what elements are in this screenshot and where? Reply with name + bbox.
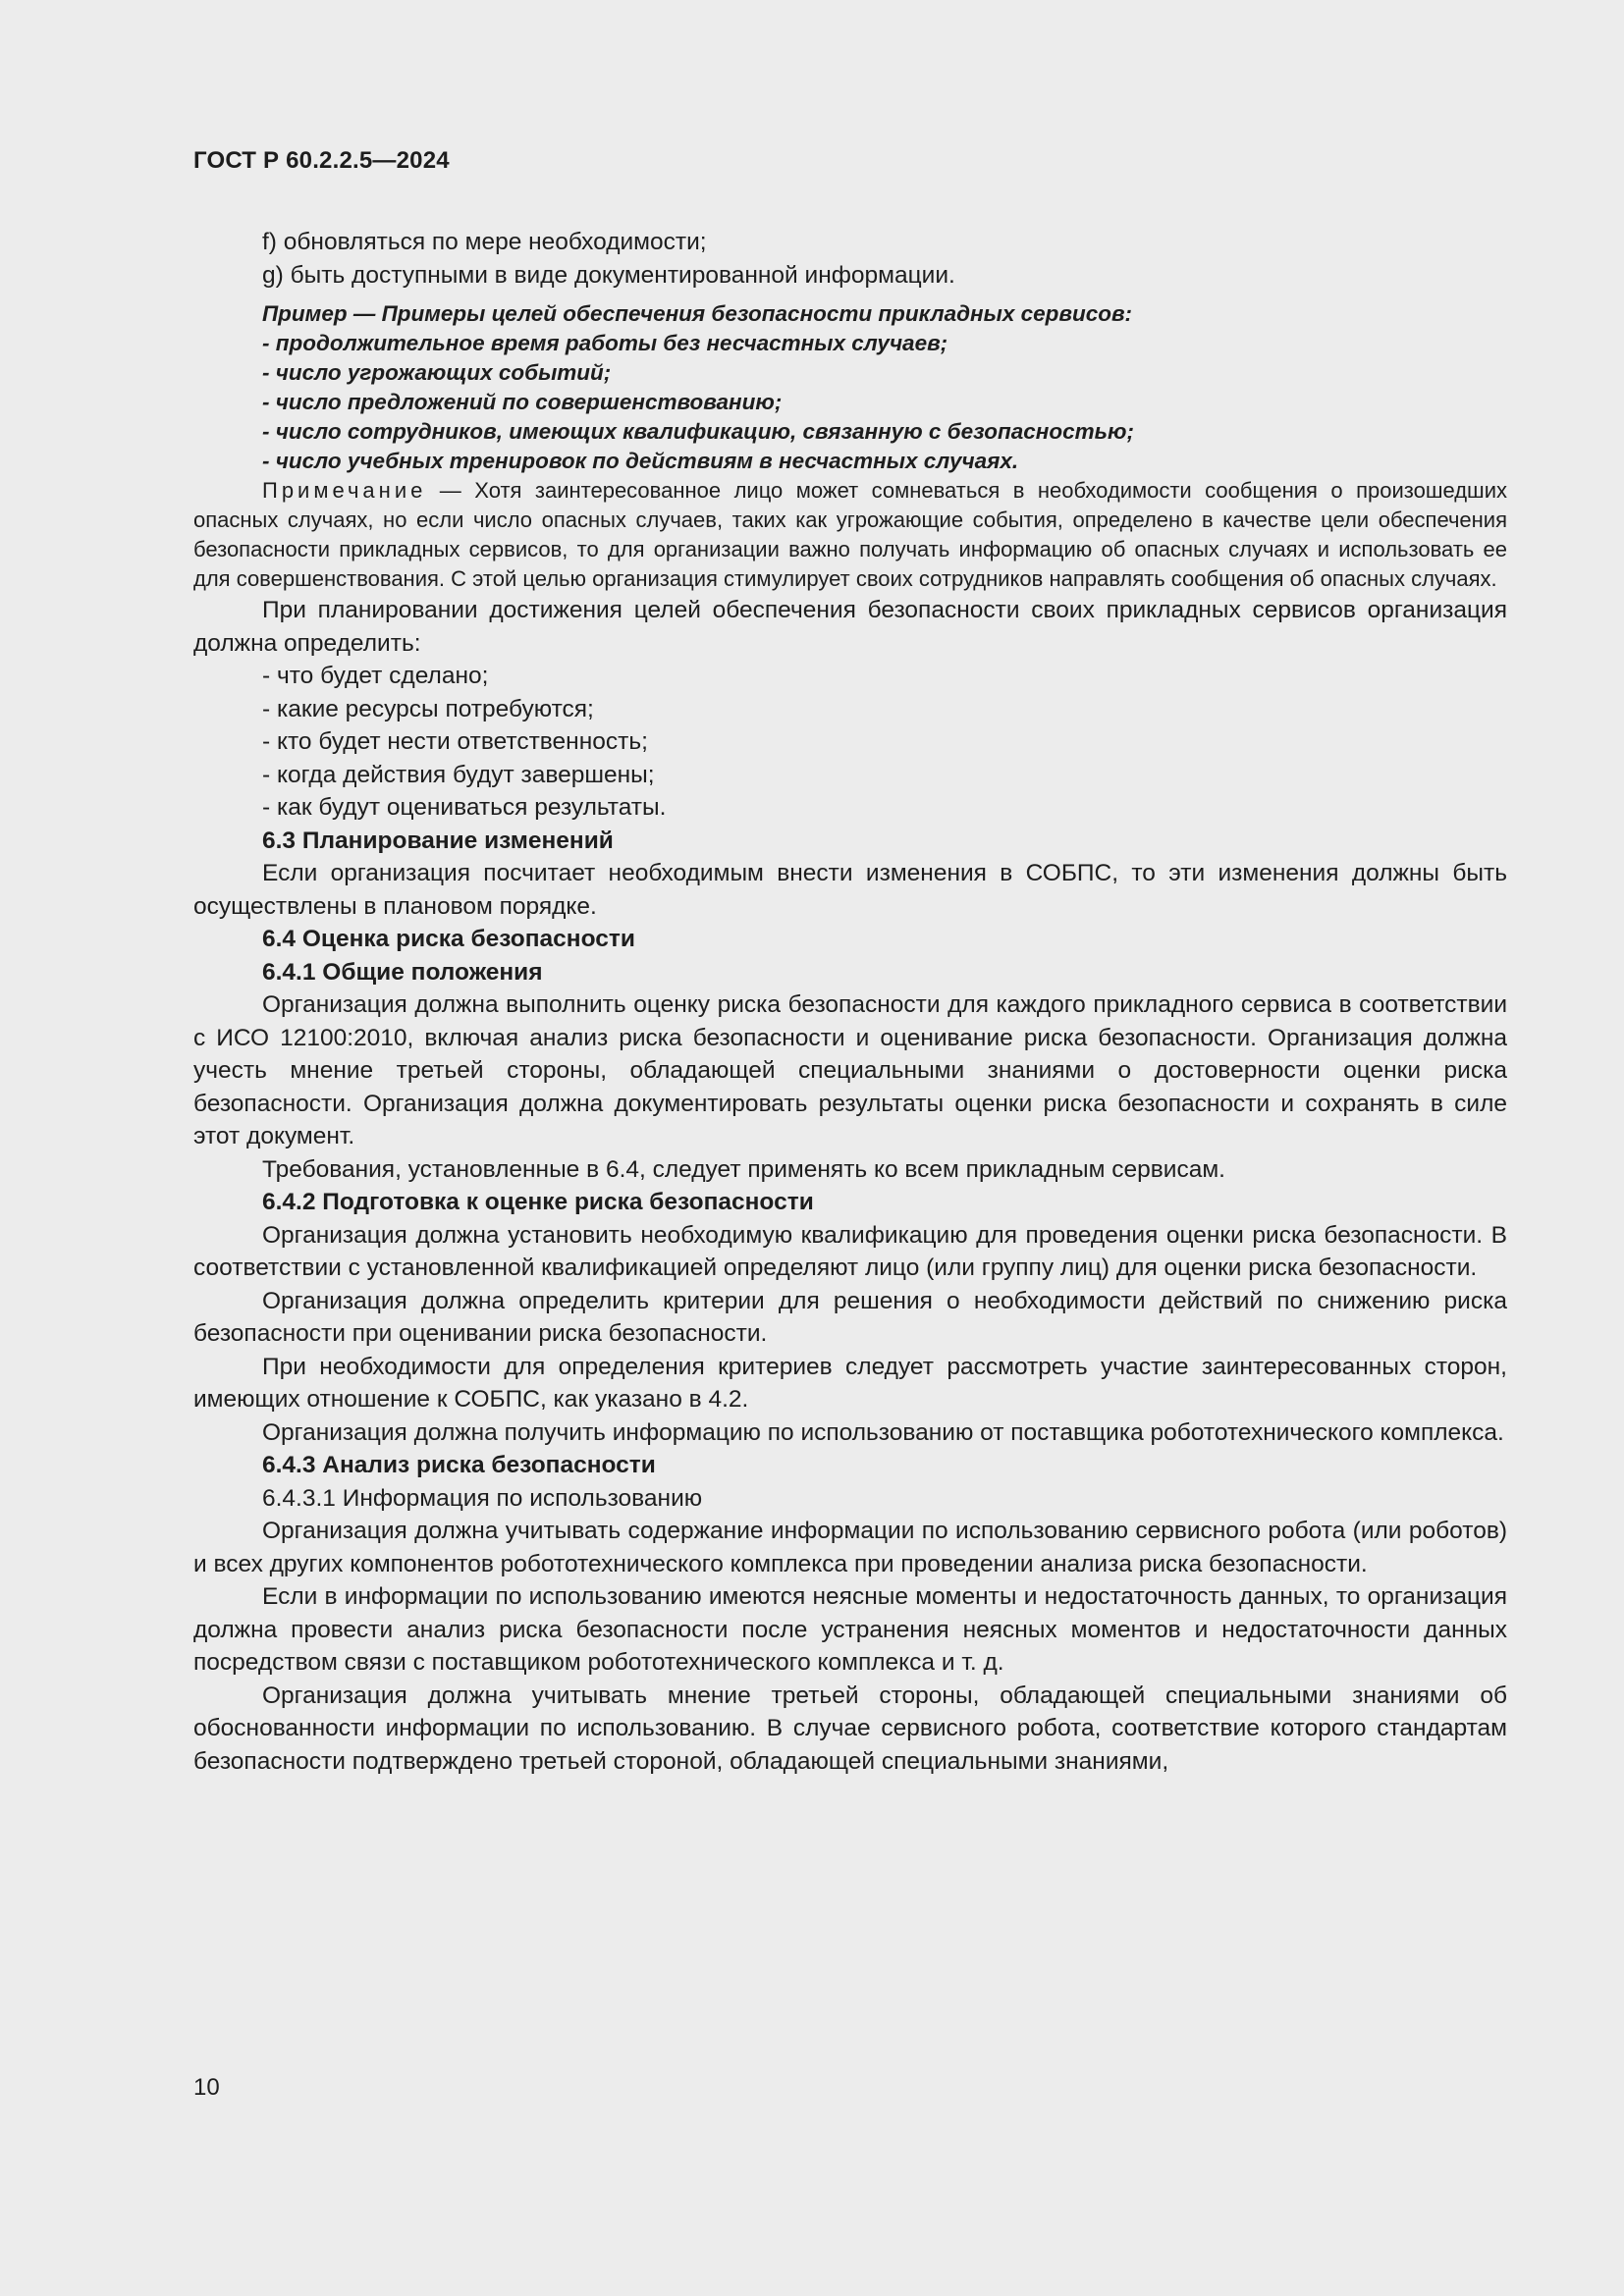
page-number: 10 [193,2074,220,2101]
section-6-3-text: Если организация посчитает необходимым внести изменения в СОБПС, то эти изменения должны быть осуществлены в плановом порядке. [193,860,1507,920]
planning-item: - когда действия будут завершены; [262,761,655,788]
list-item-f: f) обновляться по мере необходимости; [262,229,707,255]
example-item: - число предложений по совершенствованию; [262,390,783,414]
planning-intro: При планировании достижения целей обеспечения безопасности своих прикладных сервисов организация должна определить: [193,597,1507,657]
planning-item: - как будут оцениваться результаты. [262,794,667,821]
example-item: - число учебных тренировок по действиям в несчастных случаях. [262,449,1019,473]
example-item: - число угрожающих событий; [262,360,612,385]
section-6-4-3-p3: Организация должна учитывать мнение третьей стороны, обладающей специальными знаниями об обоснованности информации по использованию. В случае сервисного робота, соответствие которого стандартам безопасности подтверждено третьей стороной, обладающей специальными знаниями, [193,1682,1507,1775]
note-paragraph [193,476,1507,594]
section-6-4-1-heading: 6.4.1 Общие положения [262,958,543,986]
section-6-4-3-p2: Если в информации по использованию имеются неясные моменты и недостаточность данных, то организация должна провести анализ риска безопасности после устранения неясных моментов и недостаточности данных посредством связи с поставщиком робототехнического комплекса и т. д. [193,1583,1507,1676]
page-content [193,226,1507,1778]
planning-item: - какие ресурсы потребуются; [262,695,594,722]
section-6-4-1-p2: Требования, установленные в 6.4, следует применять ко всем прикладным сервисам. [262,1155,1225,1183]
planning-item: - что будет сделано; [262,663,489,689]
section-6-3-heading: 6.3 Планирование изменений [262,827,614,854]
section-6-4-heading: 6.4 Оценка риска безопасности [262,926,635,952]
section-6-4-3-1-subheading: 6.4.3.1 Информация по использованию [262,1484,703,1512]
section-6-4-2-p2: Организация должна определить критерии для решения о необходимости действий по снижению риска безопасности при оценивании риска безопасности. [193,1287,1507,1347]
section-6-4-2-p3: При необходимости для определения критериев следует рассмотреть участие заинтересованных сторон, имеющих отношение к СОБПС, как указано в 4.2. [193,1353,1507,1413]
document-code-header: ГОСТ Р 60.2.2.5—2024 [193,147,450,174]
note-text: — Хотя заинтересованное лицо может сомневаться в необходимости сообщения о произошедших опасных случаях, но если число опасных случаев, таких как угрожающие события, определено в качестве цели обеспечения безопасности прикладных сервисов, то для организации важно получать информацию об опасных случаях и использовать ее для совершенствования. С этой целью организация стимулирует своих сотрудников направлять сообщения об опасных случаях. [193,478,1507,591]
section-6-4-2-p4: Организация должна получить информацию по использованию от поставщика робототехнического комплекса. [262,1418,1504,1446]
section-6-4-2-heading: 6.4.2 Подготовка к оценке риска безопасности [262,1189,814,1215]
section-6-4-3-p1: Организация должна учитывать содержание информации по использованию сервисного робота (или роботов) и всех других компонентов робототехнического комплекса при проведении анализа риска безопасности. [193,1518,1507,1577]
example-item: - число сотрудников, имеющих квалификацию, связанную с безопасностью; [262,419,1134,444]
planning-item: - кто будет нести ответственность; [262,728,648,755]
section-6-4-3-heading: 6.4.3 Анализ риска безопасности [262,1452,656,1478]
section-6-4-1-p1: Организация должна выполнить оценку риска безопасности для каждого прикладного сервиса в соответствии с ИСО 12100:2010, включая анализ риска безопасности и оценивание риска безопасности. Организация должна учесть мнение третьей стороны, обладающей специальными знаниями о достоверности оценки риска безопасности. Организация должна документировать результаты оценки риска безопасности и сохранять в силе этот документ. [193,991,1507,1149]
example-item: - продолжительное время работы без несчастных случаев; [262,331,948,355]
list-item-g: g) быть доступными в виде документированной информации. [262,261,955,289]
example-block [193,299,1507,476]
example-title: Пример — Примеры целей обеспечения безопасности прикладных сервисов: [262,301,1133,326]
note-label: Примечание [262,478,427,503]
section-6-4-2-p1: Организация должна установить необходимую квалификацию для проведения оценки риска безопасности. В соответствии с установленной квалификацией определяют лицо (или группу лиц) для оценки риска безопасности. [193,1221,1507,1281]
